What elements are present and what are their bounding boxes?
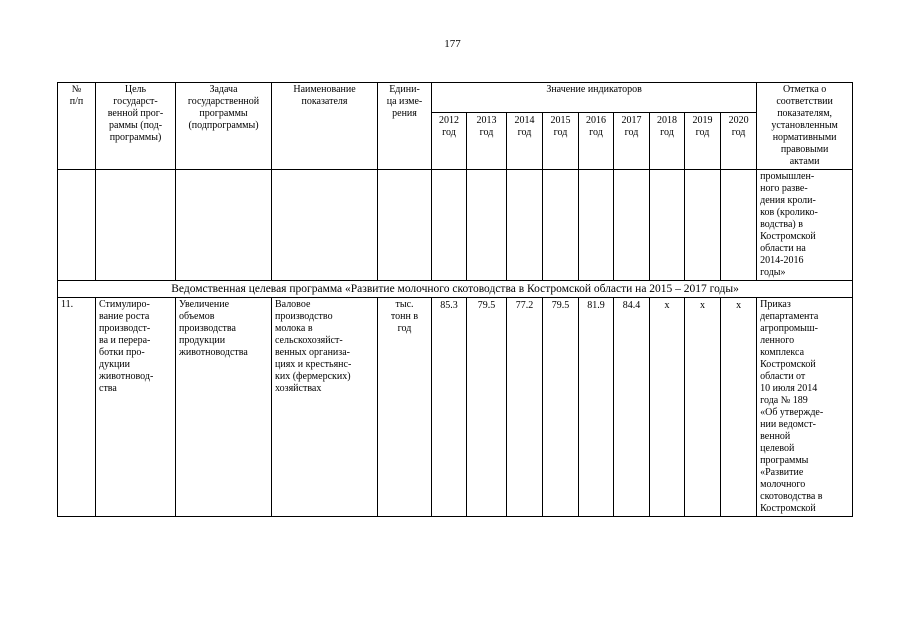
header-task: Задача государственной программы (подпрограммы) [176, 83, 272, 170]
table-cell [650, 170, 685, 281]
table-cell [378, 170, 432, 281]
row-value: х [685, 298, 721, 517]
header-note: Отметка о соответствии показателям, установленным нормативными правовыми актами [757, 83, 853, 170]
header-unit: Едини- ца изме- рения [378, 83, 432, 170]
table-cell [543, 170, 579, 281]
header-year: 2015 год [543, 112, 579, 169]
page-number: 177 [444, 38, 461, 50]
header-year: 2017 год [614, 112, 650, 169]
header-year: 2013 год [467, 112, 507, 169]
row-value: 77.2 [507, 298, 543, 517]
table-cell [467, 170, 507, 281]
row-value: 85.3 [432, 298, 467, 517]
header-values-group: Значение индикаторов [432, 83, 757, 113]
header-row-1 [58, 83, 853, 113]
row-value: 84.4 [614, 298, 650, 517]
table-cell [272, 170, 378, 281]
row-unit: тыс. тонн в год [378, 298, 432, 517]
header-year: 2018 год [650, 112, 685, 169]
table-cell [507, 170, 543, 281]
row-value: х [650, 298, 685, 517]
table-cell [432, 170, 467, 281]
table-cell [685, 170, 721, 281]
row-value: х [721, 298, 757, 517]
row-indicator: Валовое производство молока в сельскохозяйст- венных организа- циях и крестьянс- ких (фермерских) хозяйствах [272, 298, 378, 517]
table-cell [614, 170, 650, 281]
table-cell [176, 170, 272, 281]
row-task: Увеличение объемов производства продукции животноводства [176, 298, 272, 517]
continuation-row [58, 170, 853, 281]
row-value: 79.5 [543, 298, 579, 517]
table-row [58, 298, 853, 517]
row-note: Приказ департамента агропромыш- ленного комплекса Костромской области от 10 июля 2014 года № 189 «Об утвержде- нии ведомст- венной целевой программы «Развитие молочного скотоводства в Костромской [757, 298, 853, 517]
header-goal: Цель государст- венной прог- раммы (под- программы) [96, 83, 176, 170]
row-value: 79.5 [467, 298, 507, 517]
header-year: 2016 год [579, 112, 614, 169]
row-goal: Стимулиро- вание роста производст- ва и перера- ботки про- дукции животновод- ства [96, 298, 176, 517]
header-year: 2014 год [507, 112, 543, 169]
header-year: 2020 год [721, 112, 757, 169]
indicators-table [57, 82, 853, 517]
table-cell [96, 170, 176, 281]
header-num: № п/п [58, 83, 96, 170]
row-num: 11. [58, 298, 96, 517]
section-title: Ведомственная целевая программа «Развитие молочного скотоводства в Костромской области на 2015 – 2017 годы» [58, 281, 853, 298]
header-year: 2012 год [432, 112, 467, 169]
table-cell [58, 170, 96, 281]
section-row [58, 281, 853, 298]
continuation-note: промышлен- ного разве- дения кроли- ков (кролико- водства) в Костромской области на 2014-2016 годы» [757, 170, 853, 281]
table-cell [579, 170, 614, 281]
table-cell [721, 170, 757, 281]
header-year: 2019 год [685, 112, 721, 169]
row-value: 81.9 [579, 298, 614, 517]
header-indicator: Наименование показателя [272, 83, 378, 170]
